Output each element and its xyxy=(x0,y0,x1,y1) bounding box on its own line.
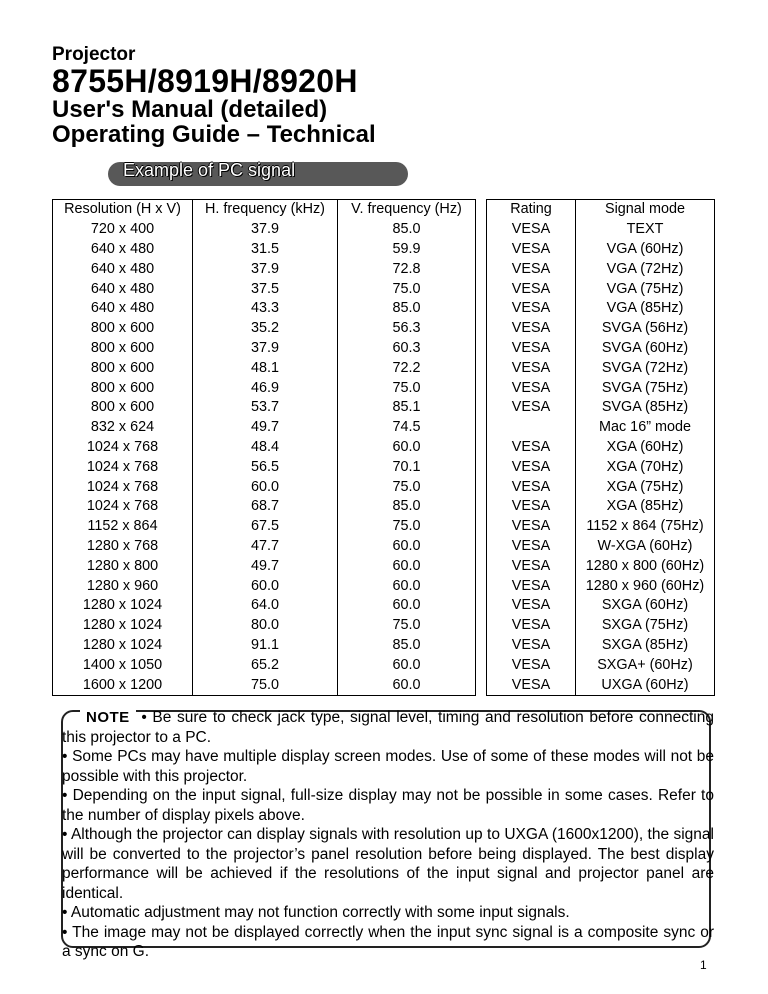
cell-rating: VESA xyxy=(487,556,576,576)
cell-signal-mode: SVGA (56Hz) xyxy=(576,319,715,339)
cell-signal-mode: XGA (70Hz) xyxy=(576,457,715,477)
table-row xyxy=(53,616,715,636)
cell-v-frequency: 70.1 xyxy=(338,457,476,477)
cell-signal-mode: TEXT xyxy=(576,220,715,240)
cell-v-frequency: 74.5 xyxy=(338,418,476,438)
cell-rating: VESA xyxy=(487,259,576,279)
cell-h-frequency: 75.0 xyxy=(193,675,338,695)
table-row xyxy=(53,299,715,319)
cell-rating: VESA xyxy=(487,279,576,299)
cell-signal-mode: XGA (75Hz) xyxy=(576,477,715,497)
cell-v-frequency: 60.0 xyxy=(338,655,476,675)
cell-signal-mode: SVGA (60Hz) xyxy=(576,339,715,359)
cell-signal-mode: VGA (75Hz) xyxy=(576,279,715,299)
cell-resolution: 1024 x 768 xyxy=(53,477,193,497)
cell-v-frequency: 60.0 xyxy=(338,438,476,458)
cell-resolution: 1280 x 1024 xyxy=(53,596,193,616)
cell-resolution: 1400 x 1050 xyxy=(53,655,193,675)
cell-h-frequency: 31.5 xyxy=(193,240,338,260)
header-h-frequency: H. frequency (kHz) xyxy=(193,200,338,220)
cell-v-frequency: 85.0 xyxy=(338,497,476,517)
cell-rating: VESA xyxy=(487,616,576,636)
cell-h-frequency: 35.2 xyxy=(193,319,338,339)
cell-v-frequency: 75.0 xyxy=(338,616,476,636)
cell-h-frequency: 43.3 xyxy=(193,299,338,319)
cell-resolution: 1600 x 1200 xyxy=(53,675,193,695)
note-item: • Automatic adjustment may not function correctly with some input signals. xyxy=(62,904,570,921)
cell-h-frequency: 37.9 xyxy=(193,339,338,359)
cell-signal-mode: 1152 x 864 (75Hz) xyxy=(576,517,715,537)
cell-v-frequency: 75.0 xyxy=(338,517,476,537)
cell-rating: VESA xyxy=(487,576,576,596)
cell-signal-mode: XGA (85Hz) xyxy=(576,497,715,517)
table-row xyxy=(53,497,715,517)
table-row xyxy=(53,358,715,378)
header-resolution: Resolution (H x V) xyxy=(53,200,193,220)
cell-h-frequency: 37.9 xyxy=(193,259,338,279)
cell-resolution: 832 x 624 xyxy=(53,418,193,438)
cell-signal-mode: SVGA (85Hz) xyxy=(576,398,715,418)
cell-signal-mode: VGA (60Hz) xyxy=(576,240,715,260)
table-header-row xyxy=(53,200,715,220)
cell-resolution: 1280 x 960 xyxy=(53,576,193,596)
cell-h-frequency: 67.5 xyxy=(193,517,338,537)
cell-v-frequency: 85.0 xyxy=(338,220,476,240)
cell-h-frequency: 65.2 xyxy=(193,655,338,675)
note-item: • Depending on the input signal, full-size display may not be possible in some cases. Refer to the number of display pixels above. xyxy=(62,787,714,824)
cell-resolution: 800 x 600 xyxy=(53,319,193,339)
cell-resolution: 1024 x 768 xyxy=(53,438,193,458)
cell-h-frequency: 48.4 xyxy=(193,438,338,458)
table-row xyxy=(53,675,715,695)
cell-v-frequency: 85.0 xyxy=(338,299,476,319)
cell-v-frequency: 75.0 xyxy=(338,279,476,299)
cell-h-frequency: 60.0 xyxy=(193,576,338,596)
cell-h-frequency: 49.7 xyxy=(193,418,338,438)
cell-h-frequency: 53.7 xyxy=(193,398,338,418)
cell-resolution: 720 x 400 xyxy=(53,220,193,240)
table-row xyxy=(53,279,715,299)
cell-h-frequency: 37.9 xyxy=(193,220,338,240)
cell-resolution: 1280 x 768 xyxy=(53,537,193,557)
cell-resolution: 1024 x 768 xyxy=(53,457,193,477)
cell-rating: VESA xyxy=(487,358,576,378)
cell-rating: VESA xyxy=(487,675,576,695)
cell-h-frequency: 46.9 xyxy=(193,378,338,398)
header-rating: Rating xyxy=(487,200,576,220)
cell-h-frequency: 47.7 xyxy=(193,537,338,557)
cell-resolution: 640 x 480 xyxy=(53,299,193,319)
cell-v-frequency: 59.9 xyxy=(338,240,476,260)
cell-h-frequency: 91.1 xyxy=(193,636,338,656)
cell-rating xyxy=(487,418,576,438)
model-title: 8755H/8919H/8920H xyxy=(52,63,358,99)
cell-signal-mode: SXGA+ (60Hz) xyxy=(576,655,715,675)
cell-signal-mode: Mac 16” mode xyxy=(576,418,715,438)
cell-rating: VESA xyxy=(487,457,576,477)
table-row xyxy=(53,339,715,359)
note-text xyxy=(62,708,714,962)
table-row xyxy=(53,240,715,260)
cell-signal-mode: SVGA (75Hz) xyxy=(576,378,715,398)
cell-h-frequency: 68.7 xyxy=(193,497,338,517)
cell-resolution: 640 x 480 xyxy=(53,240,193,260)
table-row xyxy=(53,477,715,497)
cell-rating: VESA xyxy=(487,438,576,458)
cell-signal-mode: SXGA (60Hz) xyxy=(576,596,715,616)
note-item: • Although the projector can display signals with resolution up to UXGA (1600x1200), the signal will be converted to the projector’s panel resolution before being displayed. The best display performance will be achieved if the resolutions of the input signal and projector panel are identical. xyxy=(62,826,714,902)
cell-signal-mode: SXGA (85Hz) xyxy=(576,636,715,656)
table-row xyxy=(53,576,715,596)
table-row xyxy=(53,398,715,418)
cell-h-frequency: 60.0 xyxy=(193,477,338,497)
table-row xyxy=(53,259,715,279)
guide-title: Operating Guide – Technical xyxy=(52,121,376,148)
cell-rating: VESA xyxy=(487,220,576,240)
cell-rating: VESA xyxy=(487,655,576,675)
table-row xyxy=(53,596,715,616)
note-first-item: • Be sure to check jack type, signal level, timing and resolution before connecting this projector to a PC. xyxy=(62,709,714,746)
note-label: NOTE xyxy=(80,709,136,726)
cell-resolution: 1280 x 800 xyxy=(53,556,193,576)
cell-rating: VESA xyxy=(487,398,576,418)
cell-signal-mode: UXGA (60Hz) xyxy=(576,675,715,695)
table-row xyxy=(53,319,715,339)
header-signal-mode: Signal mode xyxy=(576,200,715,220)
cell-rating: VESA xyxy=(487,517,576,537)
header-v-frequency: V. frequency (Hz) xyxy=(338,200,476,220)
cell-signal-mode: SVGA (72Hz) xyxy=(576,358,715,378)
cell-h-frequency: 49.7 xyxy=(193,556,338,576)
cell-h-frequency: 56.5 xyxy=(193,457,338,477)
cell-h-frequency: 64.0 xyxy=(193,596,338,616)
pc-signal-table xyxy=(52,199,715,696)
table-row xyxy=(53,655,715,675)
page-number: 1 xyxy=(700,958,707,972)
table-row xyxy=(53,438,715,458)
table-row xyxy=(53,378,715,398)
cell-resolution: 800 x 600 xyxy=(53,378,193,398)
table-row xyxy=(53,556,715,576)
cell-rating: VESA xyxy=(487,497,576,517)
cell-resolution: 640 x 480 xyxy=(53,259,193,279)
table-row xyxy=(53,517,715,537)
cell-resolution: 800 x 600 xyxy=(53,339,193,359)
table-row xyxy=(53,636,715,656)
cell-rating: VESA xyxy=(487,299,576,319)
cell-v-frequency: 60.0 xyxy=(338,556,476,576)
cell-v-frequency: 75.0 xyxy=(338,477,476,497)
section-title: Example of PC signal xyxy=(123,160,296,180)
cell-resolution: 800 x 600 xyxy=(53,358,193,378)
cell-signal-mode: W-XGA (60Hz) xyxy=(576,537,715,557)
cell-v-frequency: 85.0 xyxy=(338,636,476,656)
cell-resolution: 1024 x 768 xyxy=(53,497,193,517)
note-item: • Some PCs may have multiple display screen modes. Use of some of these modes will not be possible with this projector. xyxy=(62,748,714,785)
cell-resolution: 1280 x 1024 xyxy=(53,636,193,656)
cell-v-frequency: 72.8 xyxy=(338,259,476,279)
cell-v-frequency: 85.1 xyxy=(338,398,476,418)
cell-v-frequency: 60.0 xyxy=(338,537,476,557)
cell-v-frequency: 60.0 xyxy=(338,675,476,695)
cell-resolution: 640 x 480 xyxy=(53,279,193,299)
cell-v-frequency: 60.0 xyxy=(338,576,476,596)
table-row xyxy=(53,220,715,240)
cell-resolution: 1280 x 1024 xyxy=(53,616,193,636)
cell-resolution: 800 x 600 xyxy=(53,398,193,418)
cell-rating: VESA xyxy=(487,319,576,339)
cell-rating: VESA xyxy=(487,636,576,656)
cell-signal-mode: VGA (72Hz) xyxy=(576,259,715,279)
table-row xyxy=(53,537,715,557)
cell-h-frequency: 37.5 xyxy=(193,279,338,299)
product-label: Projector xyxy=(52,44,136,65)
cell-signal-mode: XGA (60Hz) xyxy=(576,438,715,458)
note-item: • The image may not be displayed correctly when the input sync signal is a composite sync or a sync on G. xyxy=(62,923,714,960)
cell-rating: VESA xyxy=(487,537,576,557)
cell-signal-mode: 1280 x 800 (60Hz) xyxy=(576,556,715,576)
cell-rating: VESA xyxy=(487,477,576,497)
cell-rating: VESA xyxy=(487,240,576,260)
cell-signal-mode: VGA (85Hz) xyxy=(576,299,715,319)
cell-v-frequency: 60.3 xyxy=(338,339,476,359)
cell-resolution: 1152 x 864 xyxy=(53,517,193,537)
cell-h-frequency: 48.1 xyxy=(193,358,338,378)
cell-v-frequency: 75.0 xyxy=(338,378,476,398)
cell-signal-mode: SXGA (75Hz) xyxy=(576,616,715,636)
cell-v-frequency: 60.0 xyxy=(338,596,476,616)
cell-rating: VESA xyxy=(487,339,576,359)
cell-h-frequency: 80.0 xyxy=(193,616,338,636)
cell-v-frequency: 72.2 xyxy=(338,358,476,378)
cell-v-frequency: 56.3 xyxy=(338,319,476,339)
table-row xyxy=(53,418,715,438)
cell-rating: VESA xyxy=(487,596,576,616)
table-row xyxy=(53,457,715,477)
manual-title: User's Manual (detailed) xyxy=(52,96,328,123)
cell-rating: VESA xyxy=(487,378,576,398)
cell-signal-mode: 1280 x 960 (60Hz) xyxy=(576,576,715,596)
